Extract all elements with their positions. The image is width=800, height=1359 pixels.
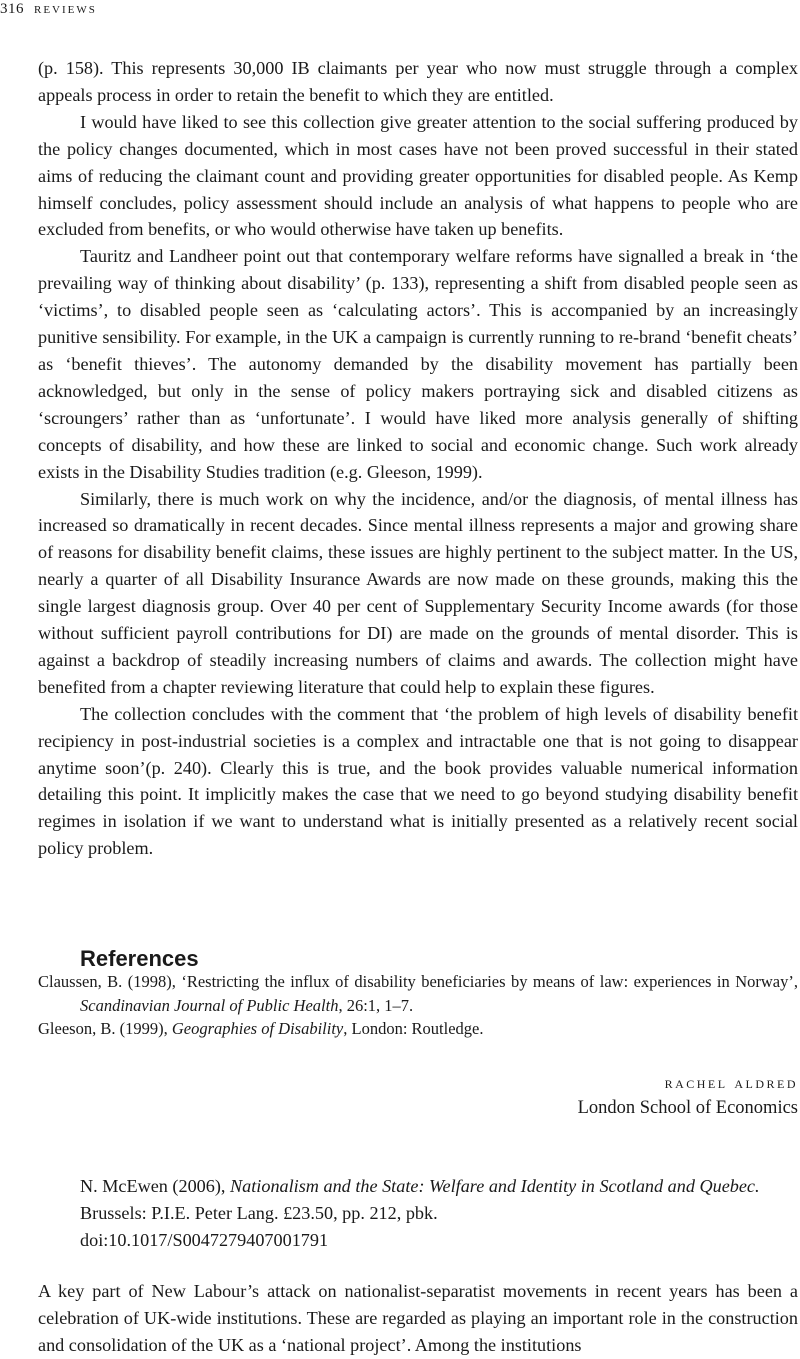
reviewer-name: rachel aldred <box>664 1073 798 1092</box>
paragraph: (p. 158). This represents 30,000 IB claimants per year who now must struggle through a complex appeals process in order to retain the benefit to which they are entitled. <box>38 58 798 105</box>
paragraph: Similarly, there is much work on why the incidence, and/or the diagnosis, of mental illness has increased so dramatically in recent decades. Since mental illness represents a major and growing share of reasons for disability benefit claims, these issues are highly pertinent to the subject matter. In the US, nearly a quarter of all Disability Insurance Awards are now made on these grounds, making this the single largest diagnosis group. Over 40 per cent of Supplementary Security Income awards (for those without sufficient payroll contributions for DI) are made on the grounds of mental disorder. This is against a backdrop of steadily increasing numbers of claims and awards. The collection might have benefited from a chapter reviewing literature that could help to explain these figures. <box>38 488 798 697</box>
book-publisher: Brussels: P.I.E. Peter Lang. £23.50, pp. 212, pbk. <box>80 1203 438 1223</box>
paragraph: I would have liked to see this collection give greater attention to the social suffering produced by the policy changes documented, which in most cases have not been proved successful in their stated aims of reducing the claimant count and providing greater opportunities for disabled people. As Kemp himself concludes, policy assessment should include an analysis of what happens to people who are excluded from benefits, or who would otherwise have taken up benefits. <box>38 111 798 240</box>
reference-text: , London: Routledge. <box>343 1019 484 1038</box>
references-list <box>38 970 798 1041</box>
next-review-body <box>38 1278 798 1359</box>
paragraph: A key part of New Labour’s attack on nationalist-separatist movements in recent years has been a celebration of UK-wide institutions. These are regarded as playing an important role in the construction and consolidation of the UK as a ‘national project’. Among the institutions <box>38 1281 798 1355</box>
references-heading: References <box>80 946 199 971</box>
page-number: 316 <box>0 1 24 17</box>
section-title: reviews <box>34 1 97 17</box>
book-author-year: N. McEwen (2006), <box>80 1176 231 1196</box>
paragraph: Tauritz and Landheer point out that contemporary welfare reforms have signalled a break in ‘the prevailing way of thinking about disability’ (p. 133), representing a shift from disabled people seen as ‘victims’, to disabled people seen as ‘calculating actors’. This is accompanied by an increasingly punitive sensibility. For example, in the UK a campaign is currently running to re-brand ‘benefit cheats’ as ‘benefit thieves’. The autonomy demanded by the disability movement has partially been acknowledged, but only in the sense of policy makers portraying sick and disabled citizens as ‘scroungers’ rather than as ‘unfortunate’. I would have liked more analysis generally of shifting concepts of disability, and how these are linked to social and economic change. Such work already exists in the Disability Studies tradition (e.g. Gleeson, 1999). <box>38 246 798 482</box>
reference-text: , 26:1, 1–7. <box>338 995 414 1015</box>
book-title: Nationalism and the State: Welfare and Identity in Scotland and Quebec. <box>230 1176 760 1196</box>
book-citation <box>80 1173 800 1254</box>
reference-item <box>38 1017 798 1041</box>
paragraph: The collection concludes with the comment that ‘the problem of high levels of disability benefit recipiency in post-industrial societies is a complex and intractable one that is not going to disappear anytime soon’(p. 240). Clearly this is true, and the book provides valuable numerical information detailing this point. It implicitly makes the case that we need to go beyond studying disability benefit regimes in isolation if we want to understand what is initially presented as a relatively recent social policy problem. <box>38 703 798 859</box>
reference-text: Gleeson, B. (1999), <box>38 1019 172 1038</box>
running-head <box>0 0 97 18</box>
reviewer-affiliation: London School of Economics <box>577 1098 798 1118</box>
review-body <box>38 55 798 862</box>
reference-item <box>38 970 798 1017</box>
reviewer-signature <box>578 1072 798 1122</box>
reference-book-title: Geographies of Disability <box>171 1019 344 1038</box>
book-doi: doi:10.1017/S0047279407001791 <box>80 1230 329 1250</box>
book-citation-line <box>80 1173 800 1200</box>
reference-text: Claussen, B. (1998), ‘Restricting the influx of disability beneficiaries by means of law: experiences in Norway’, <box>38 972 798 991</box>
reference-journal: Scandinavian Journal of Public Health <box>80 995 339 1015</box>
